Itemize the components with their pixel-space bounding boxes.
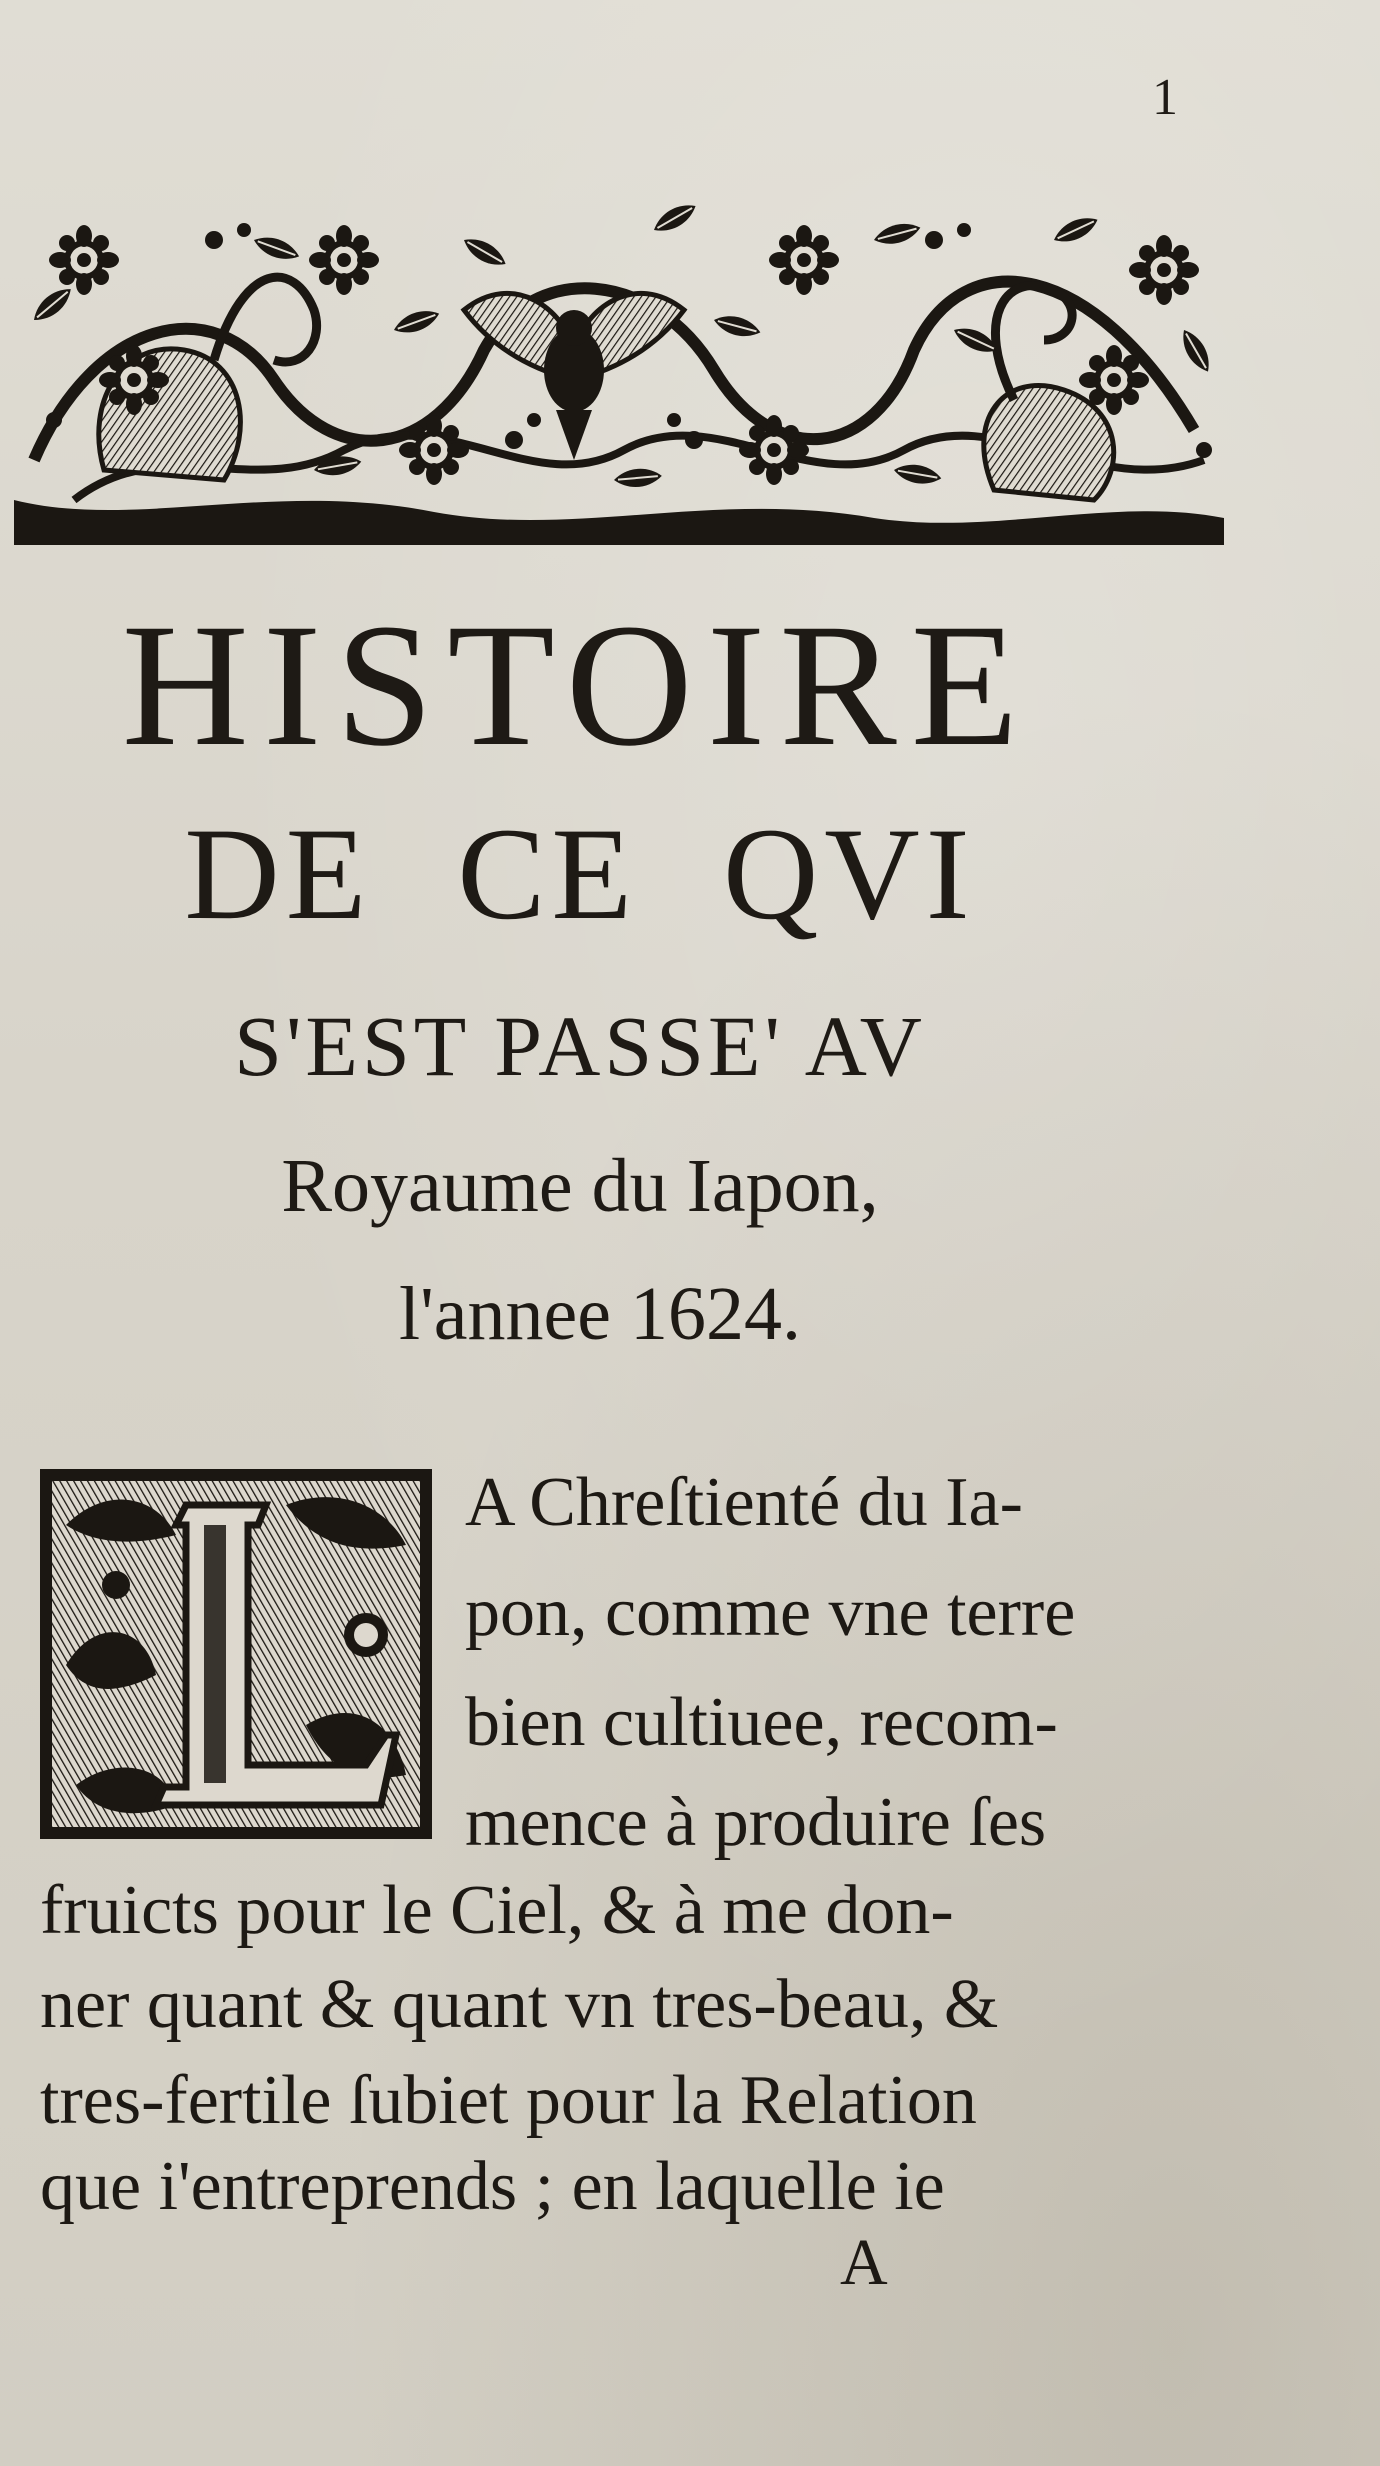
body-line: pon, comme vne terre: [465, 1574, 1076, 1651]
title-line-sest-passe-av: S'EST PASSE' AV: [234, 998, 926, 1094]
body-line: tres-fertile ſubiet pour la Relation: [40, 2062, 977, 2139]
floral-headpiece-ornament: [14, 200, 1224, 545]
decorated-initial-letter: [36, 1465, 436, 1843]
body-line: ner quant & quant vn tres-beau, &: [40, 1966, 999, 2043]
title-line-annee: l'annee 1624.: [398, 1272, 801, 1356]
body-line: que i'entreprends ; en laquelle ie: [40, 2148, 945, 2225]
signature-mark: A: [840, 2226, 888, 2299]
body-line: mence à produire ſes: [465, 1784, 1047, 1861]
title-line-de-ce-qvi: DE CE QVI: [184, 800, 976, 947]
body-line: A Chreſtienté du Ia-: [465, 1464, 1023, 1541]
title-line-histoire: HISTOIRE: [121, 588, 1033, 783]
body-line: bien cultiuee, recom-: [465, 1684, 1058, 1761]
body-line: fruicts pour le Ciel, & à me don-: [40, 1872, 954, 1949]
title-line-royaume-du-iapon: Royaume du Iapon,: [281, 1144, 879, 1228]
page-number: 1: [1152, 69, 1178, 126]
